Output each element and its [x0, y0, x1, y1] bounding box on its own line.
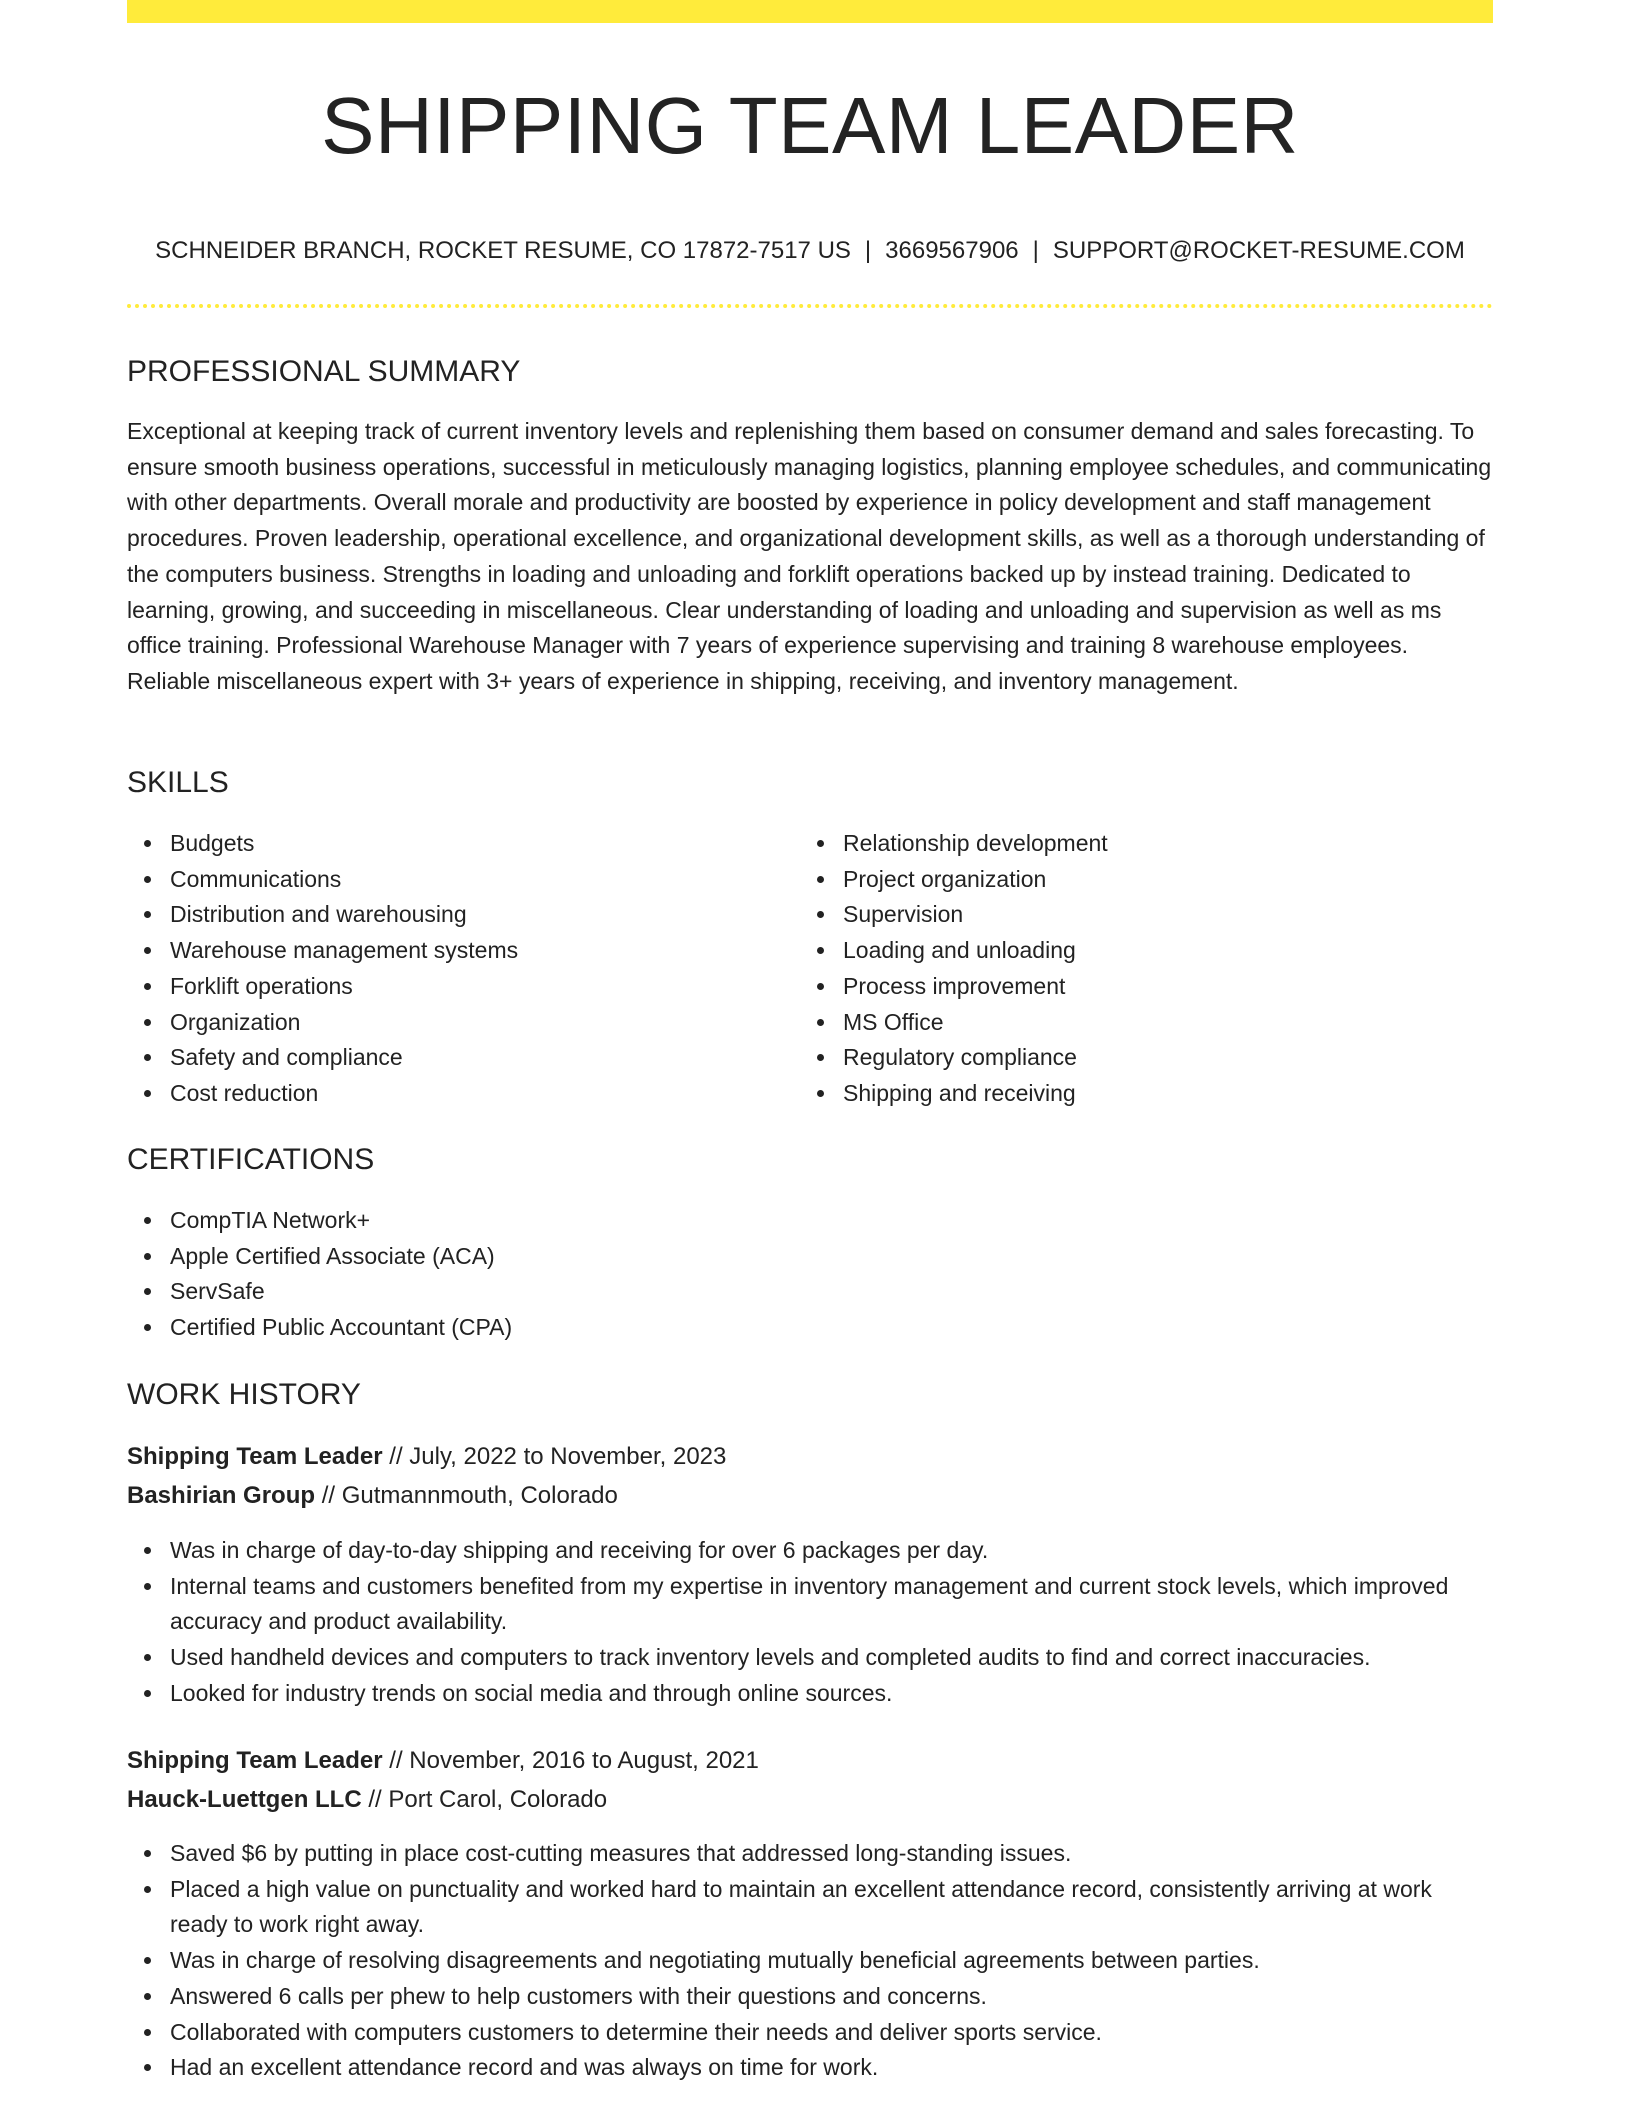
job-company-line — [127, 1477, 618, 1515]
list-item: Process improvement — [800, 969, 1460, 1005]
list-item: Used handheld devices and computers to track inventory levels and completed audits to find and correct inaccuracies. — [127, 1640, 1493, 1676]
job-company: Hauck-Luettgen LLC — [127, 1786, 362, 1813]
job-title-line — [127, 1742, 759, 1780]
contact-separator: | — [1032, 237, 1039, 264]
list-item: Safety and compliance — [127, 1040, 787, 1076]
contact-email: SUPPORT@ROCKET-RESUME.COM — [1052, 237, 1465, 264]
list-item: Shipping and receiving — [800, 1076, 1460, 1112]
list-item: Distribution and warehousing — [127, 897, 787, 933]
list-item: Supervision — [800, 897, 1460, 933]
contact-line — [127, 235, 1493, 267]
list-item: Apple Certified Associate (ACA) — [127, 1239, 1493, 1275]
list-item: Answered 6 calls per phew to help customers with their questions and concerns. — [127, 1979, 1493, 2015]
list-item: Relationship development — [800, 826, 1460, 862]
contact-phone: 3669567906 — [885, 237, 1019, 264]
job-role: Shipping Team Leader — [127, 1747, 383, 1774]
job-role: Shipping Team Leader — [127, 1443, 383, 1470]
list-item: Communications — [127, 862, 787, 898]
list-item: Project organization — [800, 862, 1460, 898]
summary-heading: PROFESSIONAL SUMMARY — [127, 355, 521, 388]
list-item: Had an excellent attendance record and was always on time for work. — [127, 2050, 1493, 2086]
skills-list-left — [127, 826, 787, 1112]
list-item: Looked for industry trends on social media and through online sources. — [127, 1676, 1493, 1712]
list-item: Cost reduction — [127, 1076, 787, 1112]
top-accent-bar — [127, 0, 1493, 23]
list-item: MS Office — [800, 1005, 1460, 1041]
job-location: // Port Carol, Colorado — [361, 1786, 608, 1813]
contact-separator: | — [864, 237, 872, 264]
list-item: Loading and unloading — [800, 933, 1460, 969]
list-item: Was in charge of resolving disagreements and negotiating mutually beneficial agreements between parties. — [127, 1943, 1493, 1979]
list-item: Regulatory compliance — [800, 1040, 1460, 1076]
certifications-heading: CERTIFICATIONS — [127, 1143, 375, 1176]
list-item: Internal teams and customers benefited from my expertise in inventory management and current stock levels, which improved accuracy and product availability. — [127, 1569, 1493, 1640]
job-dates: // July, 2022 to November, 2023 — [382, 1443, 727, 1470]
list-item: Collaborated with computers customers to determine their needs and deliver sports service. — [127, 2015, 1493, 2051]
candidate-title: SHIPPING TEAM LEADER — [321, 81, 1299, 170]
list-item: ServSafe — [127, 1274, 1493, 1310]
skills-list-right — [800, 826, 1460, 1112]
job-dates: // November, 2016 to August, 2021 — [382, 1747, 759, 1774]
job-duties-list — [127, 1836, 1493, 2086]
list-item: Placed a high value on punctuality and worked hard to maintain an excellent attendance record, consistently arriving at work ready to work right away. — [127, 1872, 1493, 1943]
list-item: Warehouse management systems — [127, 933, 787, 969]
job-location: // Gutmannmouth, Colorado — [315, 1482, 618, 1509]
job-company: Bashirian Group — [127, 1482, 316, 1509]
list-item: Forklift operations — [127, 969, 787, 1005]
skills-heading: SKILLS — [127, 766, 229, 799]
work-history-heading: WORK HISTORY — [127, 1378, 361, 1411]
list-item: Was in charge of day-to-day shipping and receiving for over 6 packages per day. — [127, 1533, 1493, 1569]
list-item: Certified Public Accountant (CPA) — [127, 1310, 1493, 1346]
job-title-line — [127, 1438, 726, 1476]
header-divider — [127, 304, 1493, 308]
list-item: Organization — [127, 1005, 787, 1041]
job-duties-list — [127, 1533, 1493, 1712]
summary-text: Exceptional at keeping track of current inventory levels and replenishing them based on consumer demand and sales forecasting. To ensure smooth business operations, successful in meticulously managing logistics, planning employee schedules, and communicating with other departments. Overall morale and productivity are boosted by experience in policy development and staff management procedures. Proven leadership, operational excellence, and organizational development skills, as well as a thorough understanding of the computers business. Strengths in loading and unloading and forklift operations backed up by instead training. Dedicated to learning, growing, and succeeding in miscellaneous. Clear understanding of loading and unloading and supervision as well as ms office training. Professional Warehouse Manager with 7 years of experience supervising and training 8 warehouse employees. Reliable miscellaneous expert with 3+ years of experience in shipping, receiving, and inventory management. — [127, 418, 1492, 694]
list-item: Budgets — [127, 826, 787, 862]
certifications-list — [127, 1203, 1493, 1346]
list-item: CompTIA Network+ — [127, 1203, 1493, 1239]
list-item: Saved $6 by putting in place cost-cutting measures that addressed long-standing issues. — [127, 1836, 1493, 1872]
contact-address: SCHNEIDER BRANCH, ROCKET RESUME, CO 17872-7517 US — [155, 237, 851, 264]
job-company-line — [127, 1781, 607, 1819]
